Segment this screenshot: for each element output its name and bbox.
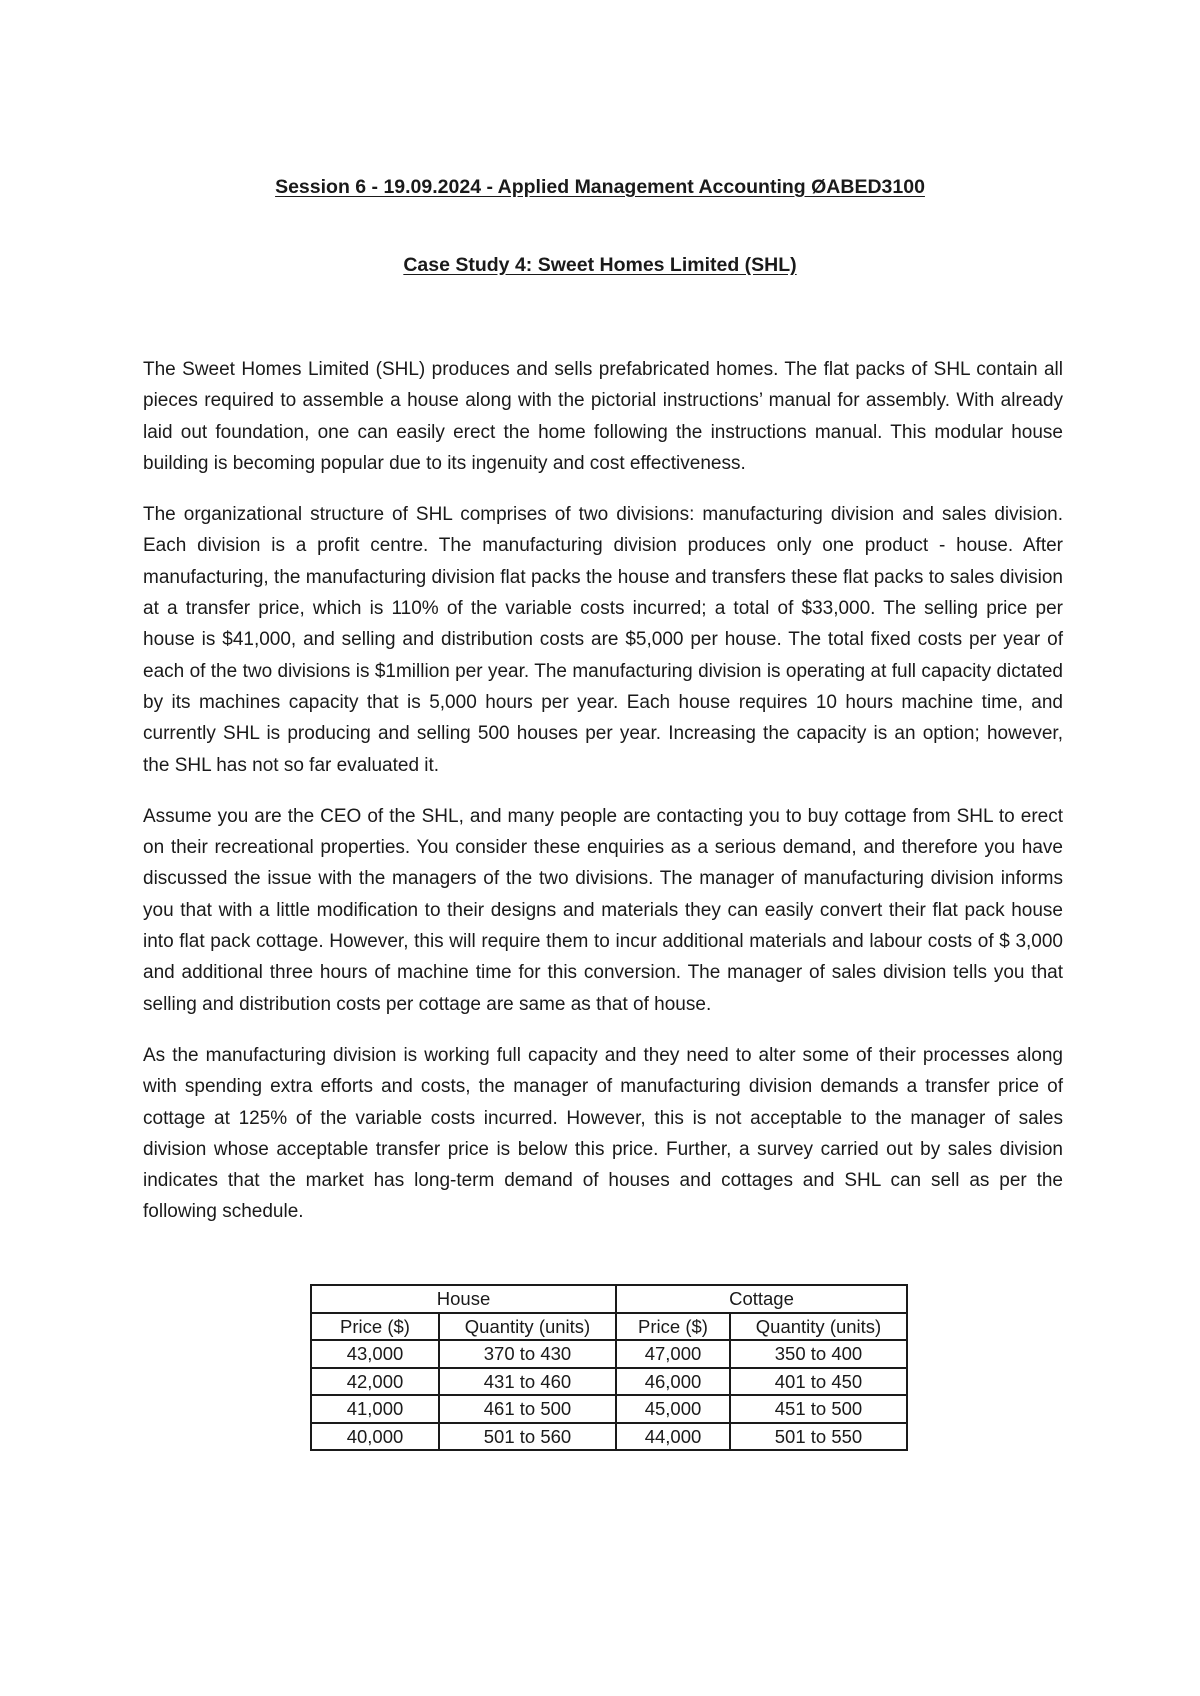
table-cell: 431 to 460 [439, 1368, 616, 1396]
table-cell: 45,000 [616, 1395, 730, 1423]
table-column-header-row [311, 1313, 907, 1341]
column-header-house-price: Price ($) [311, 1313, 439, 1341]
table-cell: 461 to 500 [439, 1395, 616, 1423]
column-header-cottage-quantity: Quantity (units) [730, 1313, 907, 1341]
table-cell: 41,000 [311, 1395, 439, 1423]
table-cell: 46,000 [616, 1368, 730, 1396]
group-header-cottage: Cottage [616, 1285, 907, 1313]
session-title: Session 6 - 19.09.2024 - Applied Management Accounting ØABED3100 [275, 176, 925, 198]
table-cell: 451 to 500 [730, 1395, 907, 1423]
group-header-house: House [311, 1285, 616, 1313]
paragraph-intro: The Sweet Homes Limited (SHL) produces and sells prefabricated homes. The flat packs of SHL contain all pieces required to assemble a house along with the pictorial instructions’ manual for assembly. With already laid out foundation, one can easily erect the home following the instructions manual. This modular house building is becoming popular due to its ingenuity and cost effectiveness. [143, 359, 1063, 474]
table-cell: 350 to 400 [730, 1340, 907, 1368]
case-study-title: Case Study 4: Sweet Homes Limited (SHL) [403, 254, 797, 276]
paragraph-transfer-price: As the manufacturing division is working full capacity and they need to alter some of their processes along with spending extra efforts and costs, the manager of manufacturing division demands a transfer price of cottage at 125% of the variable costs incurred. However, this is not acceptable to the manager of sales division whose acceptable transfer price is below this price. Further, a survey carried out by sales division indicates that the market has long-term demand of houses and cottages and SHL can sell as per the following schedule. [143, 1044, 1063, 1223]
demand-schedule-table [310, 1284, 908, 1451]
table-cell: 40,000 [311, 1423, 439, 1451]
table-row [311, 1368, 907, 1396]
table-cell: 370 to 430 [439, 1340, 616, 1368]
table-cell: 43,000 [311, 1340, 439, 1368]
column-header-house-quantity: Quantity (units) [439, 1313, 616, 1341]
paragraph-structure: The organizational structure of SHL comprises of two divisions: manufacturing division and sales division. Each division is a profit centre. The manufacturing division produces only one product - house. After manufacturing, the manufacturing division flat packs the house and transfers these flat packs to sales division at a transfer price, which is 110% of the variable costs incurred; a total of $33,000. The selling price per house is $41,000, and selling and distribution costs are $5,000 per house. The total fixed costs per year of each of the two divisions is $1million per year. The manufacturing division is operating at full capacity dictated by its machines capacity that is 5,000 hours per year. Each house requires 10 hours machine time, and currently SHL is producing and selling 500 houses per year. Increasing the capacity is an option; however, the SHL has not so far evaluated it. [143, 504, 1063, 776]
paragraph-cottage-demand: Assume you are the CEO of the SHL, and many people are contacting you to buy cottage from SHL to erect on their recreational properties. You consider these enquiries as a serious demand, and therefore you have discussed the issue with the managers of the two divisions. The manager of manufacturing division informs you that with a little modification to their designs and materials they can easily convert their flat pack house into flat pack cottage. However, this will require them to incur additional materials and labour costs of $ 3,000 and additional three hours of machine time for this conversion. The manager of sales division tells you that selling and distribution costs per cottage are same as that of house. [143, 805, 1063, 1015]
case-body [143, 354, 1063, 1248]
table-cell: 47,000 [616, 1340, 730, 1368]
column-header-cottage-price: Price ($) [616, 1313, 730, 1341]
table-row [311, 1395, 907, 1423]
table-cell: 401 to 450 [730, 1368, 907, 1396]
table-row [311, 1340, 907, 1368]
table-cell: 42,000 [311, 1368, 439, 1396]
table-cell: 501 to 560 [439, 1423, 616, 1451]
table-row [311, 1423, 907, 1451]
table-cell: 501 to 550 [730, 1423, 907, 1451]
demand-schedule-table-wrap [310, 1284, 908, 1451]
table-group-header-row [311, 1285, 907, 1313]
table-cell: 44,000 [616, 1423, 730, 1451]
